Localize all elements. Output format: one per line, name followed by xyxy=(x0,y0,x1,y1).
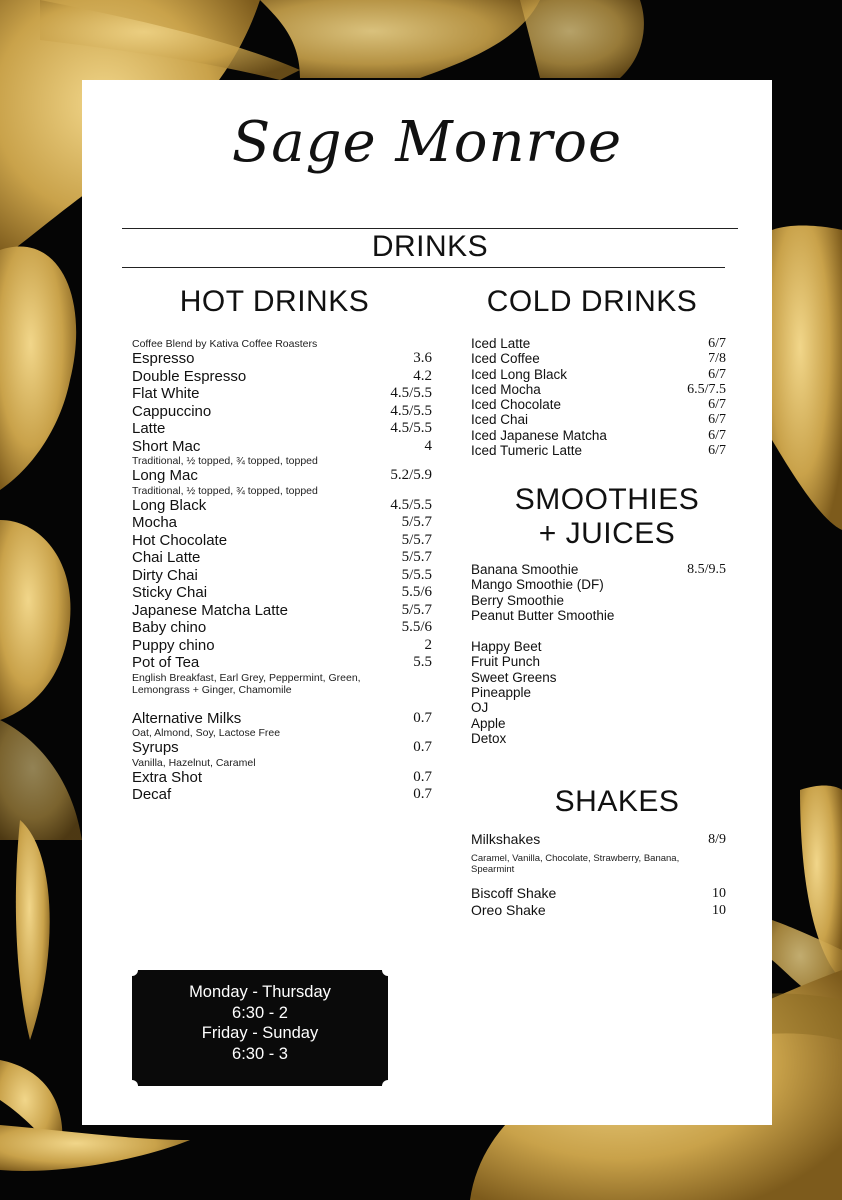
item-price: 4.5/5.5 xyxy=(390,402,432,419)
item-name: Iced Coffee xyxy=(471,351,540,367)
list-item xyxy=(471,885,726,903)
item-name: Double Espresso xyxy=(132,367,247,385)
list-item xyxy=(471,562,726,577)
item-price: 8.5/9.5 xyxy=(687,562,726,577)
syrups-note: Vanilla, Hazelnut, Caramel xyxy=(132,756,256,769)
item-price: 4.5/5.5 xyxy=(390,385,432,401)
item-name: Espresso xyxy=(132,350,195,367)
item-price: 5/5.7 xyxy=(401,549,432,565)
item-price: 10 xyxy=(712,885,726,901)
mac-note: Traditional, ½ topped, ¾ topped, topped xyxy=(132,455,318,467)
list-item: Berry Smoothie xyxy=(471,592,565,608)
list-item xyxy=(471,902,726,920)
list-item xyxy=(132,467,432,485)
list-item xyxy=(471,428,726,443)
item-price: 5.2/5.9 xyxy=(390,467,432,483)
list-item xyxy=(132,497,432,515)
hours-weekday-time: 6:30 - 2 xyxy=(232,1003,288,1022)
item-name: Pot of Tea xyxy=(132,654,200,671)
item-price: 8/9 xyxy=(708,832,726,847)
item-price: 4.5/5.5 xyxy=(390,420,432,436)
item-price: 5/5.7 xyxy=(401,601,432,618)
brand-logo: Sage Monroe xyxy=(231,110,623,175)
item-price: 4 xyxy=(424,437,432,454)
list-item xyxy=(471,412,726,427)
item-name: Chai Latte xyxy=(132,549,201,566)
list-item: Mango Smoothie (DF) xyxy=(471,577,604,593)
list-item: Sweet Greens xyxy=(471,669,557,685)
list-item: Detox xyxy=(471,730,507,746)
list-item: Apple xyxy=(471,715,506,731)
item-price: 6/7 xyxy=(708,443,726,459)
list-item: Happy Beet xyxy=(471,639,542,655)
item-name: Oreo Shake xyxy=(471,902,546,918)
item-name: Biscoff Shake xyxy=(471,884,557,901)
item-name: Flat White xyxy=(132,385,200,402)
list-item xyxy=(132,403,432,421)
item-price: 4.2 xyxy=(413,367,432,384)
item-price: 3.6 xyxy=(413,350,432,366)
tea-note: English Breakfast, Earl Grey, Peppermint, Green, Lemongrass + Ginger, Chamomile xyxy=(132,671,361,696)
item-price: 5/5.7 xyxy=(401,531,432,548)
item-price: 0.7 xyxy=(413,709,432,726)
mac-note: Traditional, ½ topped, ¾ topped, topped xyxy=(132,484,318,497)
item-price: 5/5.7 xyxy=(401,514,432,530)
item-name: Decaf xyxy=(132,786,172,803)
menu-card xyxy=(82,80,772,1125)
shakes-heading: SHAKES xyxy=(554,785,680,818)
item-name: Long Black xyxy=(132,496,207,514)
list-item: Pineapple xyxy=(471,685,532,701)
item-name: Iced Chai xyxy=(471,412,529,428)
item-name: Iced Mocha xyxy=(471,381,541,397)
hot-drinks-list xyxy=(132,338,432,804)
item-name: Iced Long Black xyxy=(471,366,568,382)
list-item xyxy=(132,786,432,804)
item-name: Short Mac xyxy=(132,437,201,455)
list-item xyxy=(132,420,432,438)
hours-weekday-label: Monday - Thursday xyxy=(189,983,331,1001)
item-price: 5/5.5 xyxy=(401,566,432,583)
list-item: OJ xyxy=(471,700,489,716)
item-name: Extra Shot xyxy=(132,768,203,786)
cold-drinks-list xyxy=(471,336,726,458)
list-item xyxy=(132,368,432,386)
list-item xyxy=(132,710,432,728)
item-price: 6/7 xyxy=(708,366,726,382)
hot-drinks-heading: HOT DRINKS xyxy=(179,285,370,318)
list-item xyxy=(132,350,432,368)
list-item xyxy=(471,831,726,849)
item-price: 0.7 xyxy=(413,739,432,755)
list-item xyxy=(471,367,726,382)
smoothies-heading-line1: SMOOTHIES xyxy=(514,483,700,516)
list-item xyxy=(471,351,726,366)
smoothies-heading xyxy=(492,483,722,551)
list-item xyxy=(471,443,726,458)
item-name: Baby chino xyxy=(132,619,207,636)
list-item: Fruit Punch xyxy=(471,654,541,670)
opening-hours-box xyxy=(132,970,388,1086)
list-item xyxy=(132,567,432,585)
item-name: Iced Tumeric Latte xyxy=(471,443,583,459)
item-price: 5.5/6 xyxy=(401,619,432,635)
item-price: 5.5/6 xyxy=(401,584,432,600)
list-item: Peanut Butter Smoothie xyxy=(471,607,615,623)
item-name: Sticky Chai xyxy=(132,584,208,601)
item-name: Latte xyxy=(132,420,166,437)
list-item xyxy=(132,549,432,567)
item-price: 6.5/7.5 xyxy=(687,381,726,397)
list-item xyxy=(132,602,432,620)
item-name: Mocha xyxy=(132,514,178,531)
divider-bottom xyxy=(122,267,725,268)
list-item xyxy=(132,739,432,757)
alt-milks-note: Oat, Almond, Soy, Lactose Free xyxy=(132,727,281,739)
list-item xyxy=(471,397,726,412)
item-price: 6/7 xyxy=(708,427,726,443)
item-name: Puppy chino xyxy=(132,636,215,654)
smoothies-list xyxy=(471,562,726,746)
item-name: Iced Latte xyxy=(471,336,531,351)
item-name: Alternative Milks xyxy=(132,709,242,727)
item-price: 10 xyxy=(712,903,726,918)
item-name: Dirty Chai xyxy=(132,566,198,584)
hours-weekend-time: 6:30 - 3 xyxy=(232,1044,288,1063)
item-name: Japanese Matcha Latte xyxy=(132,601,288,619)
menu-title: DRINKS xyxy=(371,230,489,263)
blend-note: Coffee Blend by Kativa Coffee Roasters xyxy=(132,338,318,350)
item-price: 4.5/5.5 xyxy=(390,496,432,513)
item-price: 6/7 xyxy=(708,336,726,351)
list-item xyxy=(132,514,432,532)
smoothies-heading-line2: + JUICES xyxy=(538,517,676,550)
item-price: 7/8 xyxy=(708,351,726,367)
shakes-list xyxy=(471,831,726,920)
list-item xyxy=(132,654,432,672)
item-price: 0.7 xyxy=(413,786,432,802)
list-item xyxy=(132,532,432,550)
item-name: Cappuccino xyxy=(132,402,212,420)
item-price: 2 xyxy=(424,636,432,653)
list-item xyxy=(471,336,726,351)
cold-drinks-heading: COLD DRINKS xyxy=(486,285,698,318)
item-name: Syrups xyxy=(132,739,179,756)
item-name: Milkshakes xyxy=(471,831,541,847)
list-item xyxy=(471,382,726,397)
list-item xyxy=(132,637,432,655)
hours-weekend-label: Friday - Sunday xyxy=(201,1024,319,1042)
list-item xyxy=(132,438,432,456)
divider-top xyxy=(122,228,738,229)
item-price: 0.7 xyxy=(413,768,432,785)
item-name: Long Mac xyxy=(132,467,198,484)
item-name: Iced Japanese Matcha xyxy=(471,427,607,443)
item-price: 6/7 xyxy=(708,397,726,413)
list-item xyxy=(132,769,432,787)
list-item xyxy=(132,584,432,602)
milkshakes-note: Caramel, Vanilla, Chocolate, Strawberry, Banana, Spearmint xyxy=(471,852,680,875)
item-name: Iced Chocolate xyxy=(471,397,562,413)
item-price: 5.5 xyxy=(413,654,432,670)
item-name: Banana Smoothie xyxy=(471,562,579,577)
list-item xyxy=(132,619,432,637)
item-name: Hot Chocolate xyxy=(132,531,228,549)
list-item xyxy=(132,385,432,403)
item-price: 6/7 xyxy=(708,412,726,428)
